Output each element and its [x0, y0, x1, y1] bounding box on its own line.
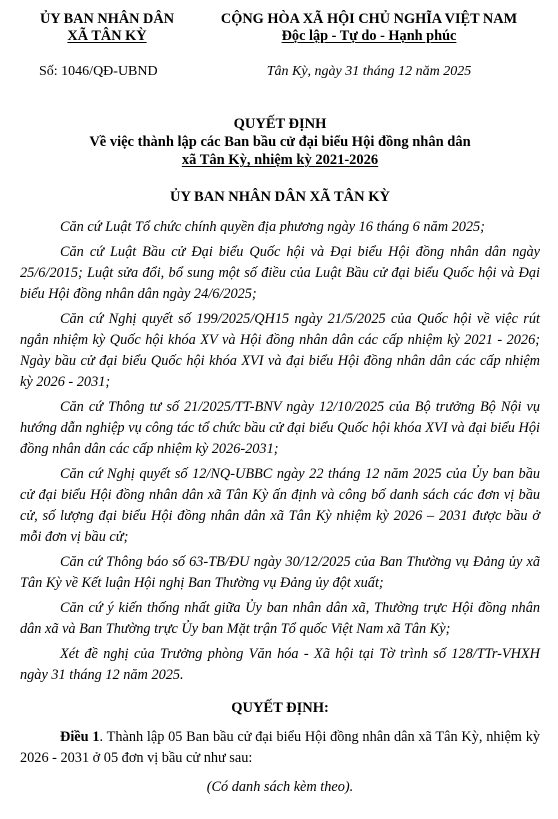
legal-basis-7: Căn cứ ý kiến thống nhất giữa Ủy ban nhân dân xã, Thường trực Hội đồng nhân dân xã và Ban Thường trực Ủy ban Mặt trận Tổ quốc Việt Nam xã Tân Kỳ; — [20, 600, 540, 637]
legal-basis-2: Căn cứ Luật Bầu cử Đại biểu Quốc hội và Đại biểu Hội đồng nhân dân ngày 25/6/2015; Luật sửa đổi, bổ sung một số điều của Luật Bầu cử đại biểu Quốc hội và Đại biểu Hội đồng nhân dân ngày 24/6/2025; — [20, 244, 540, 302]
subject-line-2: xã Tân Kỳ, nhiệm kỳ 2021-2026 — [181, 152, 379, 168]
issuing-authority: ỦY BAN NHÂN DÂN XÃ TÂN KỲ — [170, 189, 390, 205]
document-number: Số: 1046/QĐ-UBND — [39, 64, 158, 79]
article-1-text: . Thành lập 05 Ban bầu cử đại biểu Hội đồng nhân dân xã Tân Kỳ, nhiệm kỳ 2026 - 2031 ở 05 đơn vị bầu cử như sau: — [20, 729, 540, 766]
legal-basis-4: Căn cứ Thông tư số 21/2025/TT-BNV ngày 12/10/2025 của Bộ trưởng Bộ Nội vụ hướng dẫn nghiệp vụ công tác tổ chức bầu cử đại biểu Quốc hội khóa XVI và đại biểu Hội đồng nhân dân các cấp nhiệm kỳ 2026-2031; — [20, 399, 540, 457]
national-heading — [196, 11, 542, 45]
legal-basis-3: Căn cứ Nghị quyết số 199/2025/QH15 ngày 21/5/2025 của Quốc hội về việc rút ngắn nhiệm kỳ Quốc hội khóa XV và Hội đồng nhân dân các cấp nhiệm kỳ 2021 - 2026; Ngày bầu cử đại biểu Quốc hội khóa XVI và đại biểu Hội đồng nhân dân các cấp nhiệm kỳ 2026 - 2031; — [20, 311, 540, 390]
legal-basis-1: Căn cứ Luật Tổ chức chính quyền địa phương ngày 16 tháng 6 năm 2025; — [60, 219, 485, 235]
agency-line-2: XÃ TÂN KỲ — [67, 28, 147, 44]
article-1 — [20, 727, 540, 769]
agency-line-1: ỦY BAN NHÂN DÂN — [39, 11, 175, 27]
issuing-agency — [18, 11, 196, 45]
legal-basis-6: Căn cứ Thông báo số 63-TB/ĐU ngày 30/12/2025 của Ban Thường vụ Đảng ủy xã Tân Kỳ về Kết luận Hội nghị Ban Thường vụ Đảng ủy đột xuất; — [20, 554, 540, 591]
national-motto: Độc lập - Tự do - Hạnh phúc — [281, 28, 457, 44]
subject-line-1: Về việc thành lập các Ban bầu cử đại biểu Hội đồng nhân dân — [89, 134, 471, 150]
document-type: QUYẾT ĐỊNH — [233, 116, 327, 132]
proposal-basis: Xét đề nghị của Trưởng phòng Văn hóa - Xã hội tại Tờ trình số 128/TTr-VHXH ngày 31 tháng 12 năm 2025. — [20, 646, 540, 683]
article-1-label: Điều 1 — [60, 729, 100, 745]
decision-heading: QUYẾT ĐỊNH: — [231, 700, 329, 716]
country-name: CỘNG HÒA XÃ HỘI CHỦ NGHĨA VIỆT NAM — [220, 11, 518, 27]
attachment-note: (Có danh sách kèm theo). — [206, 779, 354, 795]
place-and-date: Tân Kỳ, ngày 31 tháng 12 năm 2025 — [266, 64, 472, 79]
legal-basis-5: Căn cứ Nghị quyết số 12/NQ-UBBC ngày 22 tháng 12 năm 2025 của Ủy ban bầu cử đại biểu Hội đồng nhân dân xã Tân Kỳ ấn định và công bố danh sách các đơn vị bầu cử, số lượng đại biểu Hội đồng nhân dân xã Tân Kỳ nhiệm kỳ 2026 – 2031 được bầu ở mỗi đơn vị bầu cử; — [20, 466, 540, 545]
document-body — [20, 217, 540, 798]
